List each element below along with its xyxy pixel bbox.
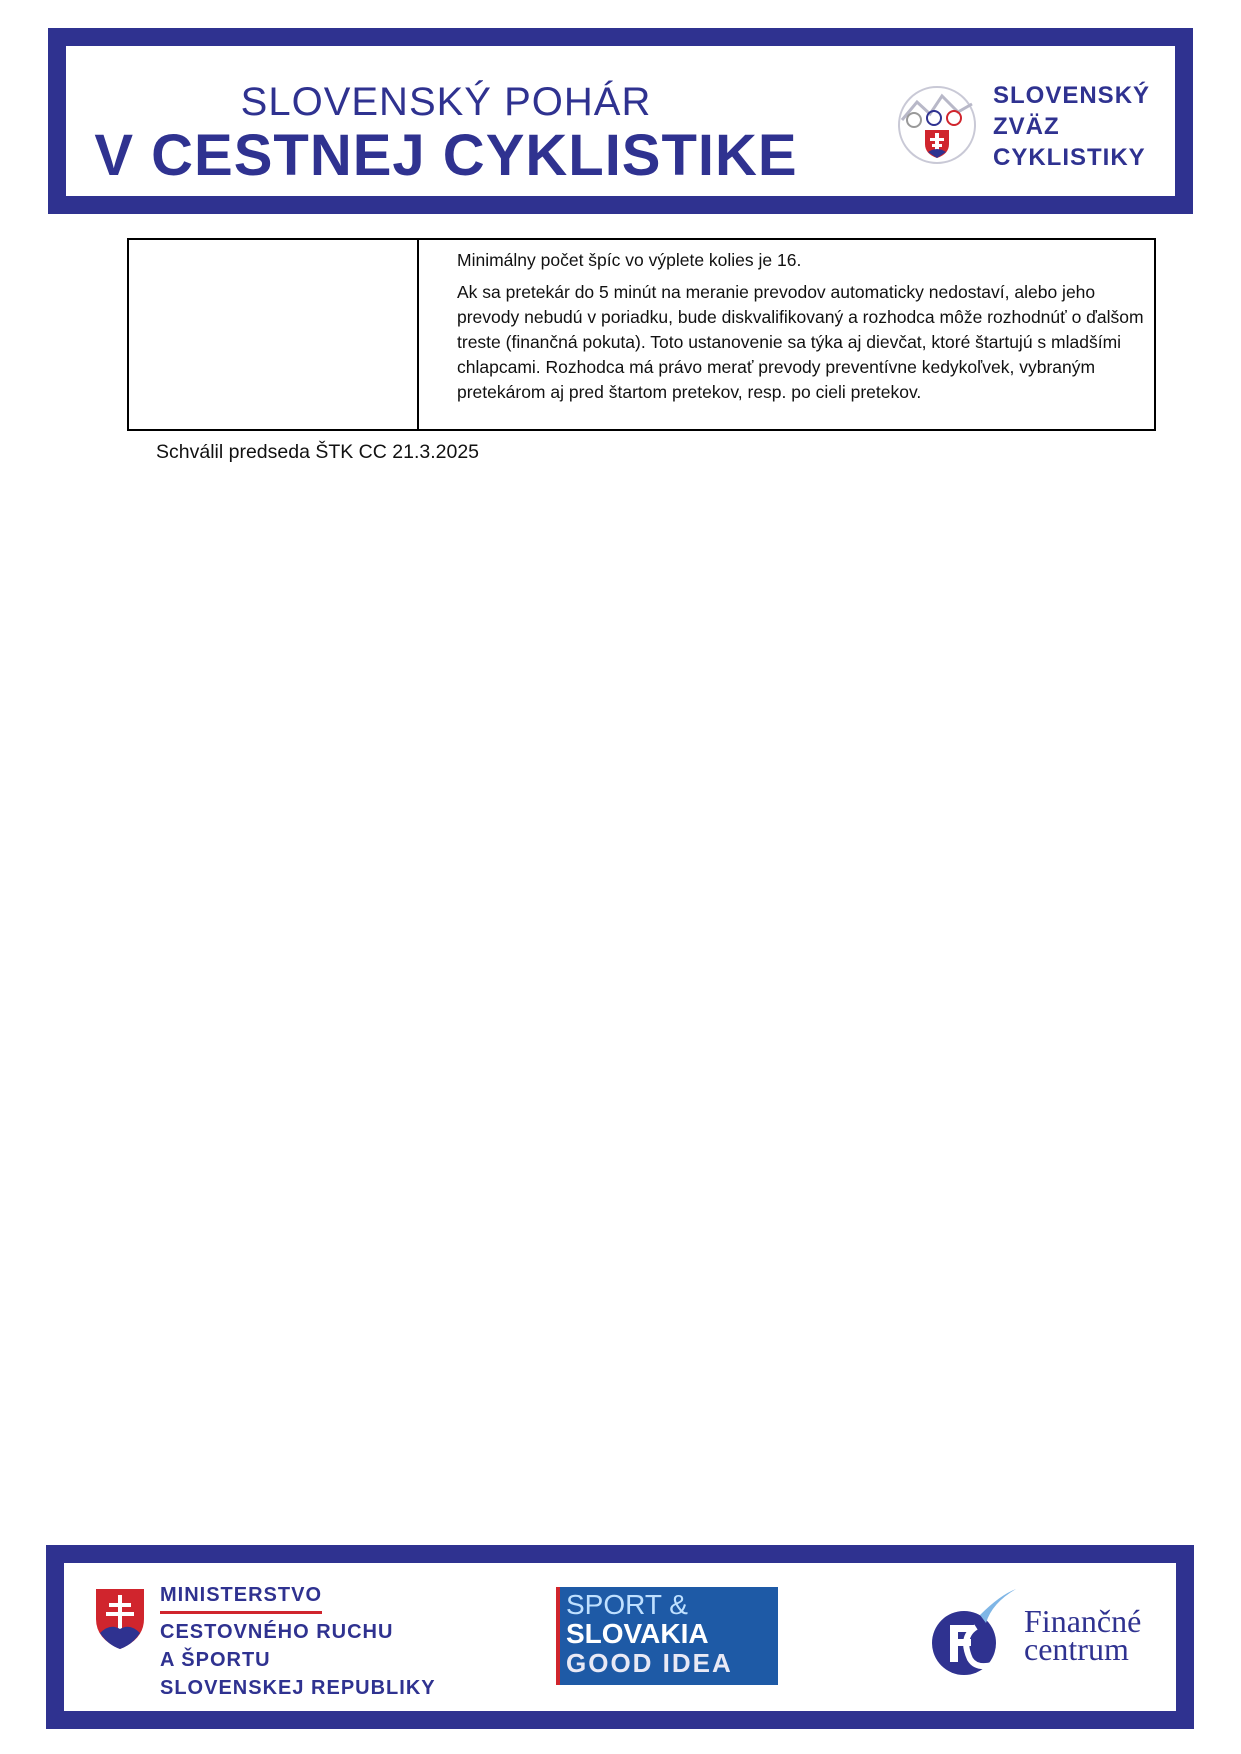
rules-table <box>127 238 1156 431</box>
cycling-federation-logo <box>892 80 982 170</box>
ministry-name-line1: MINISTERSTVO <box>160 1581 322 1614</box>
title-line2: V CESTNEJ CYKLISTIKE <box>94 123 798 188</box>
ministry-name-line4: SLOVENSKEJ REPUBLIKY <box>160 1677 436 1699</box>
ministry-name-line3: A ŠPORTU <box>160 1649 271 1671</box>
sport-slovakia-line1: SPORT & <box>566 1589 688 1620</box>
ministry-name-line2: CESTOVNÉHO RUCHU <box>160 1621 394 1643</box>
federation-name-line2: ZVÄZ <box>993 113 1060 140</box>
table-paragraph-spokes: Minimálny počet špíc vo výplete kolies je 16. <box>457 250 802 270</box>
federation-name-line3: CYKLISTIKY <box>993 144 1146 171</box>
sport-slovakia-accent-bar <box>556 1587 560 1685</box>
table-column-divider <box>417 240 419 429</box>
ministry-name <box>160 1581 436 1702</box>
federation-name-line1: SLOVENSKÝ <box>993 82 1151 109</box>
footer-banner-inner <box>64 1563 1176 1711</box>
sport-slovakia-logo <box>556 1587 778 1685</box>
title-line1: SLOVENSKÝ POHÁR <box>240 80 652 124</box>
financne-centrum-line1: Finančné <box>1024 1603 1142 1639</box>
sport-slovakia-line3: GOOD IDEA <box>566 1648 733 1678</box>
header-banner <box>48 28 1193 214</box>
footer-banner <box>46 1545 1194 1729</box>
financne-centrum-logo-icon <box>920 1585 1020 1685</box>
financne-centrum-name <box>1024 1603 1142 1667</box>
table-cell-text <box>457 248 1146 412</box>
federation-name <box>993 80 1150 173</box>
financne-centrum-line2: centrum <box>1024 1631 1129 1667</box>
table-paragraph-gears: Ak sa pretekár do 5 minút na meranie prevodov automaticky nedostaví, alebo jeho prevody nebudú v poriadku, bude diskvalifikovaný a rozhodca môže rozhodnúť o ďalšom treste (finančná pokuta). Toto ustanovenie sa týka aj dievčat, ktoré štartujú s mladšími chlapcami. Rozhodca má právo merať prevody preventívne kedykoľvek, vybraným pretekárom aj pred štartom pretekov, resp. po cieli pretekov. <box>457 282 1144 402</box>
approval-note: Schválil predseda ŠTK CC 21.3.2025 <box>156 441 480 463</box>
sport-slovakia-line2: SLOVAKIA <box>566 1618 709 1649</box>
header-banner-inner <box>66 46 1175 196</box>
slovak-coat-of-arms-icon <box>94 1587 146 1651</box>
